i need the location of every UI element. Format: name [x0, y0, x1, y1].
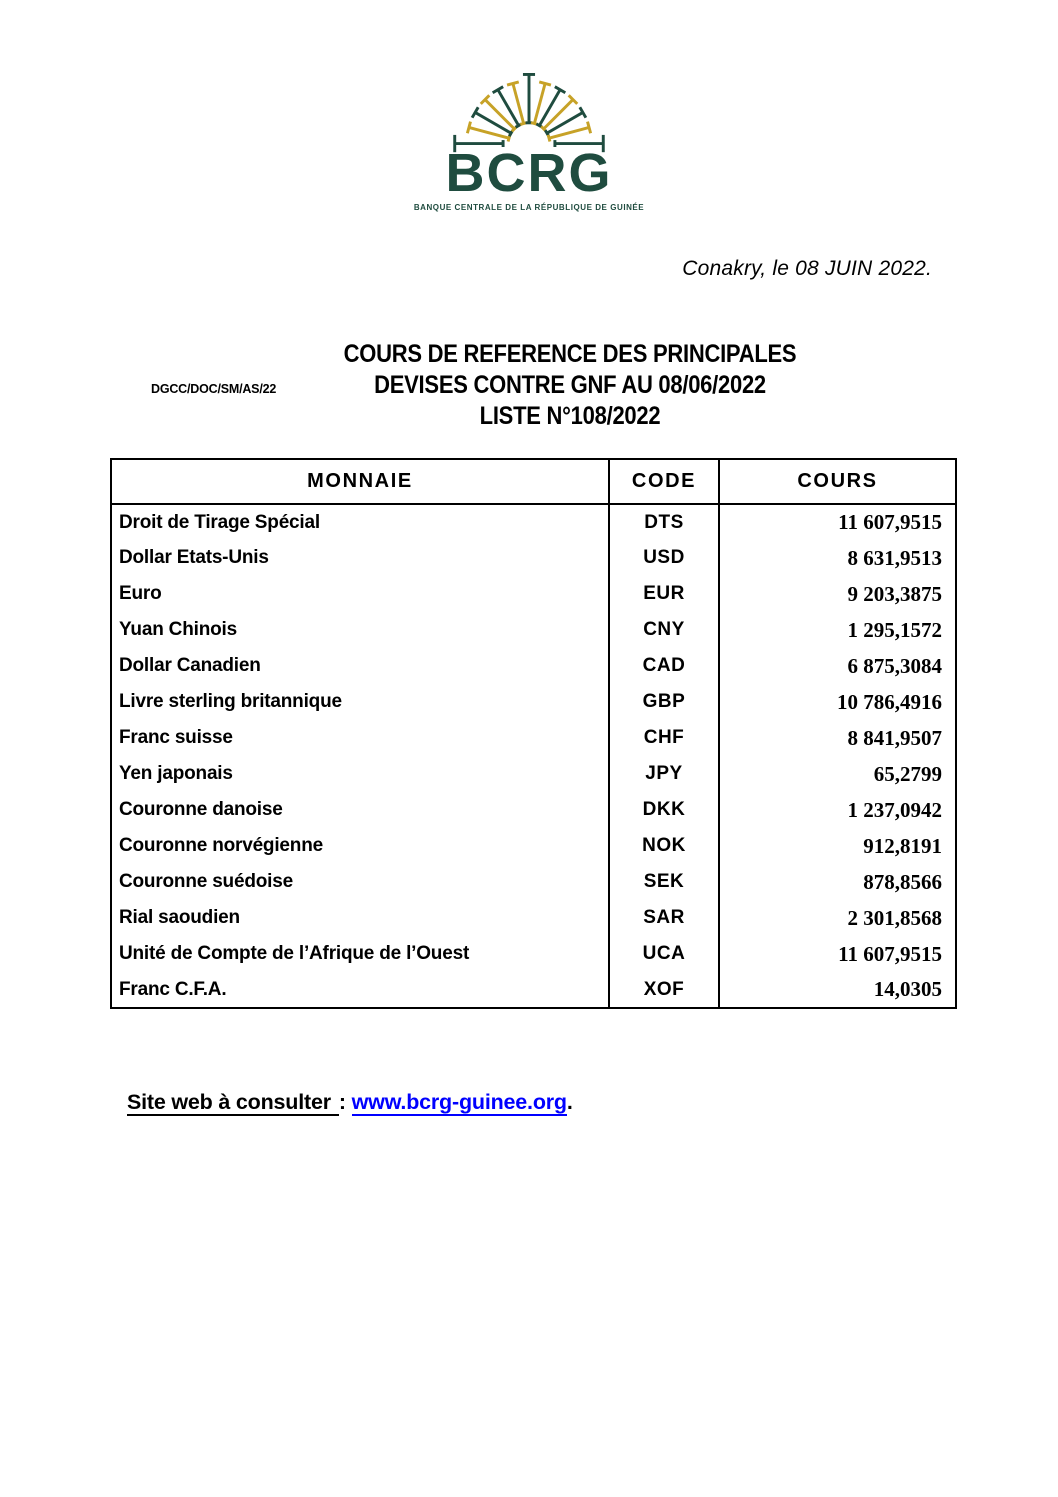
table-row: [111, 612, 956, 648]
currency-code: DTS: [609, 504, 719, 540]
currency-name: Couronne norvégienne: [119, 835, 323, 856]
currency-name: Yuan Chinois: [119, 619, 237, 640]
period: .: [566, 1090, 573, 1114]
title-line-1: COURS DE REFERENCE DES PRINCIPALES: [343, 340, 797, 368]
currency-code: CAD: [609, 648, 719, 684]
currency-name: Dollar Etats-Unis: [119, 547, 269, 568]
currency-rate: 8 841,9507: [719, 720, 956, 756]
currency-rate: 878,8566: [719, 864, 956, 900]
currency-code: EUR: [609, 576, 719, 612]
table-header-row: [111, 459, 956, 504]
currency-name: Couronne suédoise: [119, 871, 293, 892]
currency-rate: 65,2799: [719, 756, 956, 792]
currency-code: CHF: [609, 720, 719, 756]
website-label: Site web à consulter: [127, 1090, 339, 1116]
logo-acronym: BCRG: [445, 143, 613, 203]
colon-separator: :: [338, 1090, 346, 1114]
table-row: [111, 828, 956, 864]
currency-code: SEK: [609, 864, 719, 900]
table-row: [111, 972, 956, 1008]
currency-code: GBP: [609, 684, 719, 720]
currency-rate: 9 203,3875: [719, 576, 956, 612]
currency-name: Unité de Compte de l’Afrique de l’Ouest: [119, 943, 470, 964]
table-row: [111, 720, 956, 756]
currency-code: USD: [609, 540, 719, 576]
currency-rate: 2 301,8568: [719, 900, 956, 936]
title-line-2: DEVISES CONTRE GNF AU 08/06/2022: [374, 371, 766, 399]
currency-rate: 1 295,1572: [719, 612, 956, 648]
currency-name: Franc suisse: [119, 727, 233, 748]
currency-rate: 11 607,9515: [719, 936, 956, 972]
table-row: [111, 576, 956, 612]
reference-code: DGCC/DOC/SM/AS/22: [151, 382, 277, 396]
table-row: [111, 900, 956, 936]
table-row: [111, 648, 956, 684]
currency-name: Livre sterling britannique: [119, 691, 342, 712]
website-link[interactable]: www.bcrg-guinee.org: [351, 1090, 567, 1114]
currency-rate: 6 875,3084: [719, 648, 956, 684]
logo-tagline: BANQUE CENTRALE DE LA RÉPUBLIQUE DE GUINÉE: [413, 203, 645, 212]
table-row: [111, 864, 956, 900]
website-note: [127, 1090, 573, 1115]
currency-code: CNY: [609, 612, 719, 648]
dateline: Conakry, le 08 JUIN 2022.: [682, 257, 932, 280]
currency-rate: 10 786,4916: [719, 684, 956, 720]
rates-table: [110, 458, 957, 1009]
column-header-monnaie: MONNAIE: [111, 459, 609, 504]
currency-name: Dollar Canadien: [119, 655, 261, 676]
sunburst-rays-icon: [453, 64, 605, 154]
currency-rate: 14,0305: [719, 972, 956, 1008]
currency-name: Couronne danoise: [119, 799, 283, 820]
currency-rate: 912,8191: [719, 828, 956, 864]
currency-code: XOF: [609, 972, 719, 1008]
currency-code: UCA: [609, 936, 719, 972]
currency-code: DKK: [609, 792, 719, 828]
currency-name: Droit de Tirage Spécial: [119, 511, 320, 533]
currency-code: SAR: [609, 900, 719, 936]
currency-name: Euro: [119, 583, 162, 604]
column-header-code: CODE: [609, 459, 719, 504]
title-line-3: LISTE N°108/2022: [479, 402, 661, 430]
currency-code: NOK: [609, 828, 719, 864]
column-header-cours: COURS: [719, 459, 956, 504]
currency-code: JPY: [609, 756, 719, 792]
table-row: [111, 936, 956, 972]
table-row: [111, 504, 956, 540]
currency-rate: 8 631,9513: [719, 540, 956, 576]
document-title: [253, 339, 887, 432]
table-row: [111, 540, 956, 576]
currency-rate: 11 607,9515: [719, 504, 956, 540]
table-row: [111, 684, 956, 720]
bcrg-logo: [0, 64, 1058, 212]
currency-name: Rial saoudien: [119, 907, 240, 928]
currency-name: Franc C.F.A.: [119, 978, 227, 1000]
currency-name: Yen japonais: [119, 763, 233, 784]
currency-rate: 1 237,0942: [719, 792, 956, 828]
table-row: [111, 756, 956, 792]
table-row: [111, 792, 956, 828]
